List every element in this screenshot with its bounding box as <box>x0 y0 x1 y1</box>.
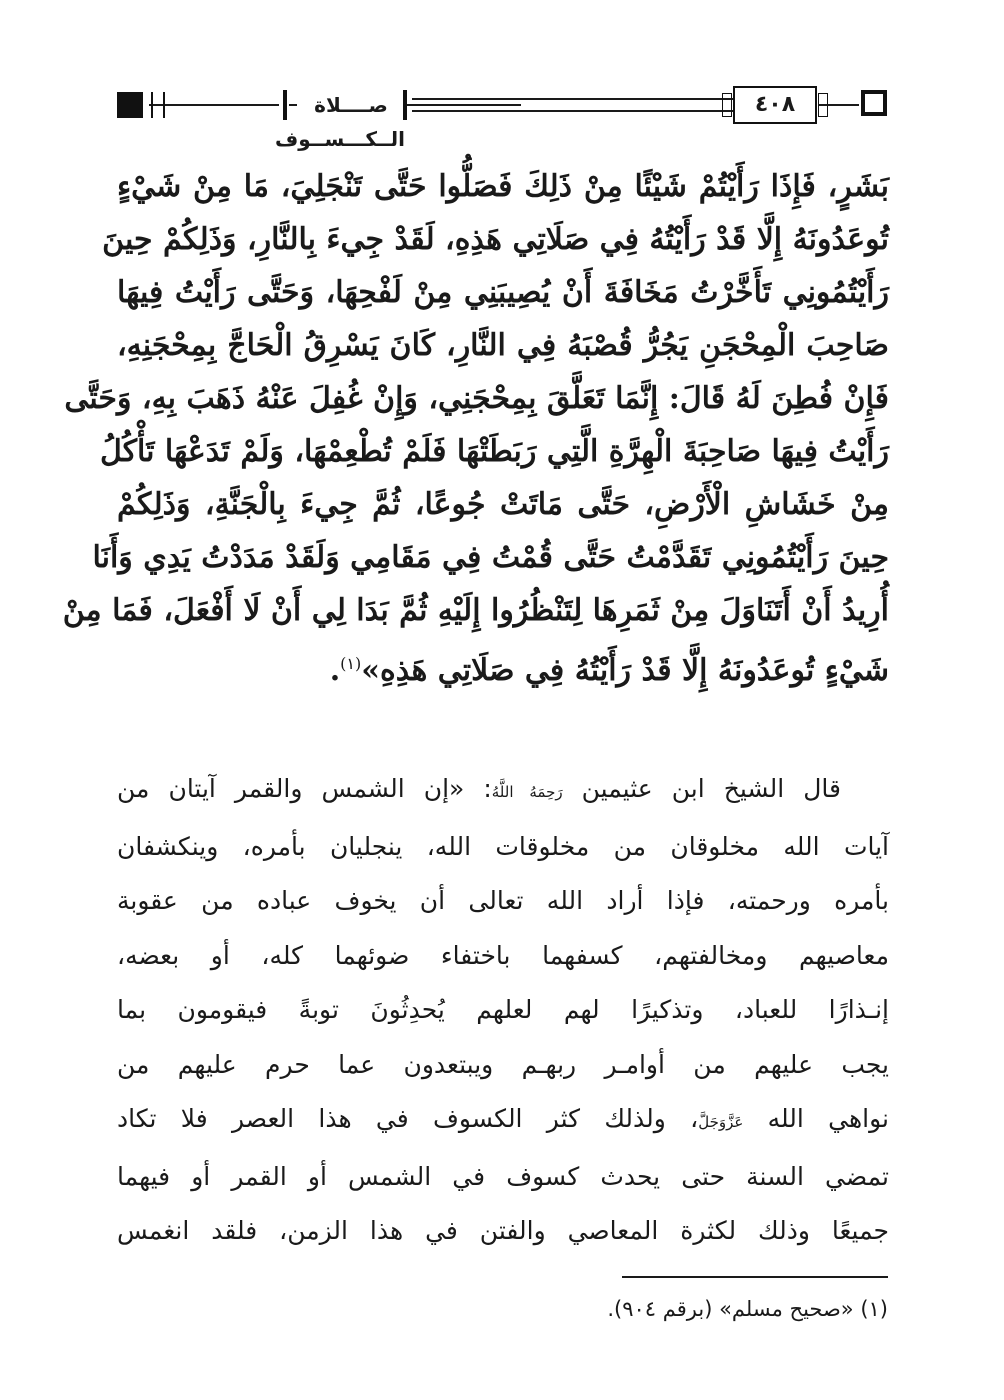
commentary-line <box>117 762 889 820</box>
hadith-line: مِنْ خَشَاشِ الْأَرْضِ، حَتَّى مَاتَتْ جُوعًا، ثُمَّ جِيءَ بِالْجَنَّةِ، وَذَلِكُمْ <box>117 487 889 522</box>
hadith-line: شَيْءٍ تُوعَدُونَهُ إِلَّا قَدْ رَأَيْتُهُ فِي صَلَاتِي هَذِهِ» <box>361 653 889 688</box>
hadith-last-line <box>117 637 889 697</box>
header-rule-double-top <box>412 98 735 100</box>
footnote: (١) «صحيح مسلم» (برقم ٩٠٤). <box>607 1297 888 1321</box>
header-ornament-left-square <box>117 92 143 118</box>
commentary-line: آيات الله مخلوقان من مخلوقات الله، ينجليان بأمره، وينكشفان <box>117 831 889 861</box>
header-rule-double-bottom <box>412 110 735 112</box>
commentary-line: معاصيهم ومخالفتهم، كسفهما باختفاء ضوئهما كله، أو بعضه، <box>117 940 889 970</box>
commentary-text: قال الشيخ ابن عثيمين <box>581 774 842 803</box>
chapter-title: صــــلاة الــكـــســوف <box>297 88 405 122</box>
hadith-line: صَاحِبَ الْمِحْجَنِ يَجُرُّ قُصْبَهُ فِي النَّارِ، كَانَ يَسْرِقُ الْحَاجَّ بِمِحْجَنِهِ، <box>117 328 889 363</box>
hadith-line: رَأَيْتُ فِيهَا صَاحِبَةَ الْهِرَّةِ الَّتِي رَبَطَتْهَا فَلَمْ تُطْعِمْهَا، وَلَمْ تَدَعْهَا تَأْكُلُ <box>99 434 889 469</box>
page-header <box>117 84 887 151</box>
commentary-text: نواهي الله <box>767 1104 889 1133</box>
commentary-text: ، ولذلك كثر الكسوف في هذا العصر فلا تكاد <box>117 1104 699 1133</box>
commentary-line: تمضي السنة حتى يحدث كسوف في الشمس أو القمر أو فيهما <box>117 1161 889 1191</box>
hadith-line: بَشَرٍ، فَإِذَا رَأَيْتُمْ شَيْئًا مِنْ ذَلِكَ فَصَلُّوا حَتَّى تَنْجَلِيَ، مَا مِنْ شَيْءٍ <box>117 169 889 204</box>
hadith-text <box>62 160 889 697</box>
page-number: ٤٠٨ <box>754 92 796 117</box>
footnote-reference: (١) <box>340 654 362 673</box>
commentary-text: : «إن الشمس والقمر آيتان من <box>117 774 492 803</box>
honorific-glyph: رَحِمَهُ اللَّهُ <box>491 783 563 801</box>
honorific-glyph: عَزَّوَجَلَّ <box>698 1113 744 1131</box>
header-ornament-divider <box>283 90 287 120</box>
footnote-separator <box>622 1276 888 1278</box>
hadith-line: أُرِيدُ أَنْ أَتَنَاوَلَ مِنْ ثَمَرِهَا لِتَنْظُرُوا إِلَيْهِ ثُمَّ بَدَا لِي أَنْ لَا أَفْعَلَ، فَمَا مِنْ <box>62 593 889 628</box>
commentary-line: بأمره ورحمته، فإذا أراد الله تعالى أن يخوف عباده من عقوبة <box>117 886 889 915</box>
commentary-line <box>117 1092 889 1150</box>
header-ornament-divider-2 <box>403 90 407 120</box>
hadith-end-punctuation: . <box>329 653 341 688</box>
hadith-line: رَأَيْتُمُونِي تَأَخَّرْتُ مَخَافَةَ أَنْ يُصِيبَنِي مِنْ لَفْحِهَا، وَحَتَّى رَأَيْتُ فِيهَا <box>117 275 889 310</box>
header-rule-left <box>149 104 279 106</box>
page-number-frame <box>733 86 817 124</box>
commentary-line: جميعًا وذلك لكثرة المعاصي والفتن في هذا الزمن، فلقد انغمس <box>117 1216 889 1245</box>
hadith-line: فَإِنْ فُطِنَ لَهُ قَالَ: إِنَّمَا تَعَلَّقَ بِمِحْجَنِي، وَإِنْ غُفِلَ عَنْهُ ذَهَبَ بِهِ، وَحَتَّى <box>64 381 889 416</box>
header-ornament-right-square <box>861 90 887 116</box>
commentary-line: إنـذارًا للعباد، وتذكيرًا لهم لعلهم يُحدِثُونَ توبةً فيقومون بما <box>117 995 889 1024</box>
header-ornament-left-bars <box>151 92 165 118</box>
commentary-paragraph <box>117 762 889 1259</box>
commentary-line: يجب عليهم من أوامـر ربهـم ويبتعدون عما حرم عليهم من <box>117 1049 889 1079</box>
hadith-line: حِينَ رَأَيْتُمُونِي تَقَدَّمْتُ حَتَّى قُمْتُ فِي مَقَامِي وَلَقَدْ مَدَدْتُ يَدِي وَأَنَا <box>92 540 889 575</box>
hadith-line: تُوعَدُونَهُ إِلَّا قَدْ رَأَيْتُهُ فِي صَلَاتِي هَذِهِ، لَقَدْ جِيءَ بِالنَّارِ، وَذَلِكُمْ حِينَ <box>102 222 889 257</box>
